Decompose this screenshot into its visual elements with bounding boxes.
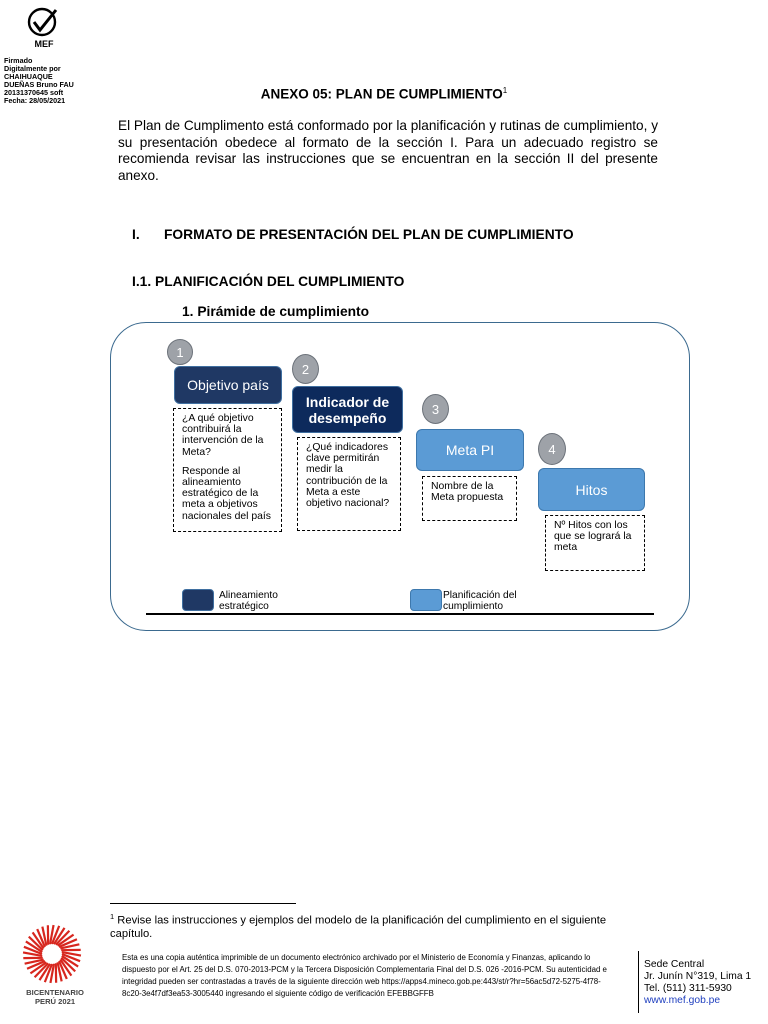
step-4-box: Hitos [538,468,645,511]
footnote-number: 1 [110,912,115,921]
sede-address: Jr. Junín N°319, Lima 1 [644,971,752,982]
bicentenario-text [18,988,92,1006]
section-number: I. [132,227,140,242]
step-1-number: 1 [167,339,193,365]
bicentenario-line1: BICENTENARIO [26,988,84,997]
legal-notice: Esta es una copia auténtica imprimible de un documento electrónico archivado por el Ministerio de Economía y Finanzas, aplicando lo dispuesto por el Art. 25 del D.S. 070-2013-PCM y la Tercera Disposición Complementaria Final del D.S. 026 -2016-PCM. Su autenticidad e integridad pueden ser contrastadas a través de la siguiente dirección web https://apps4.mineco.gob.pe:443/st/r?hr=56ac5d72-5275-4f78-8c20-3e4f7df3ea53-3005440 ingresando el siguiente código de verificación EFEBBGFFB [122,953,607,998]
bicentenario-logo [14,922,90,984]
legend-label-planning: Planificación del cumplimiento [443,590,517,612]
step-3-number: 3 [422,394,449,424]
step-2-notes [297,437,401,531]
digital-signature-text: Firmado Digitalmente por CHAIHUAQUE DUEÑAS Bruno FAU 20131370645 soft Fecha: 28/05/2021 [4,56,74,105]
intro-paragraph: El Plan de Cumplimento está conformado por la planificación y rutinas de cumplimiento, y su presentación obedece al formato de la sección I. Para un adecuado registro se recomienda revisar las instrucciones que se encuentran en la sección II del presente anexo. [118,118,658,183]
subsection-title: I.1. PLANIFICACIÓN DEL CUMPLIMIENTO [132,274,405,289]
footnote-text: Revise las instrucciones y ejemplos del modelo de la planificación del cumplimiento en el siguiente capítulo. [110,914,607,940]
page-title-text: ANEXO 05: PLAN DE CUMPLIMIENTO [260,86,503,102]
step-1-note-detail: Responde al alineamiento estratégico de la meta a objetivos nacionales del país [182,465,271,522]
legend-label-strategic: Alineamiento estratégico [219,590,278,612]
step-4-notes [545,515,645,571]
step-2-box: Indicador de desempeño [292,386,403,433]
footnote [110,910,650,941]
step-4-number: 4 [538,433,566,465]
sede-website-link[interactable]: www.mef.gob.pe [644,995,721,1006]
step-1-note-question: ¿A qué objetivo contribuirá la intervención de la Meta? [182,413,264,458]
pyramid-heading: 1. Pirámide de cumplimiento [182,304,370,319]
step-3-box: Meta PI [416,429,524,471]
step-3-notes [422,476,517,521]
mef-logo-text: MEF [34,39,54,49]
step-1-notes [173,408,282,532]
step-1-box: Objetivo país [174,366,282,404]
section-title: FORMATO DE PRESENTACIÓN DEL PLAN DE CUMPLIMIENTO [164,227,574,242]
mef-signature-logo [24,6,64,50]
footnote-rule [110,903,296,904]
sede-title: Sede Central [644,959,705,970]
legend-swatch-strategic [182,589,214,611]
step-2-number: 2 [292,354,319,384]
legend-swatch-planning [410,589,442,611]
step-3-note: Nombre de la Meta propuesta [431,481,504,504]
sede-central-info [644,959,764,1007]
page-title [0,86,768,102]
step-4-note: Nº Hitos con los que se logrará la meta [554,520,632,554]
title-footnote-ref: 1 [502,86,508,95]
pyramid-baseline [146,613,654,615]
bicentenario-line2: PERÚ 2021 [34,997,76,1006]
step-2-note-question: ¿Qué indicadores clave permitirán medir la contribución de la Meta a este objetivo nacional? [306,442,390,510]
sede-phone: Tel. (511) 311-5930 [644,983,732,994]
footer-divider [638,951,639,1013]
